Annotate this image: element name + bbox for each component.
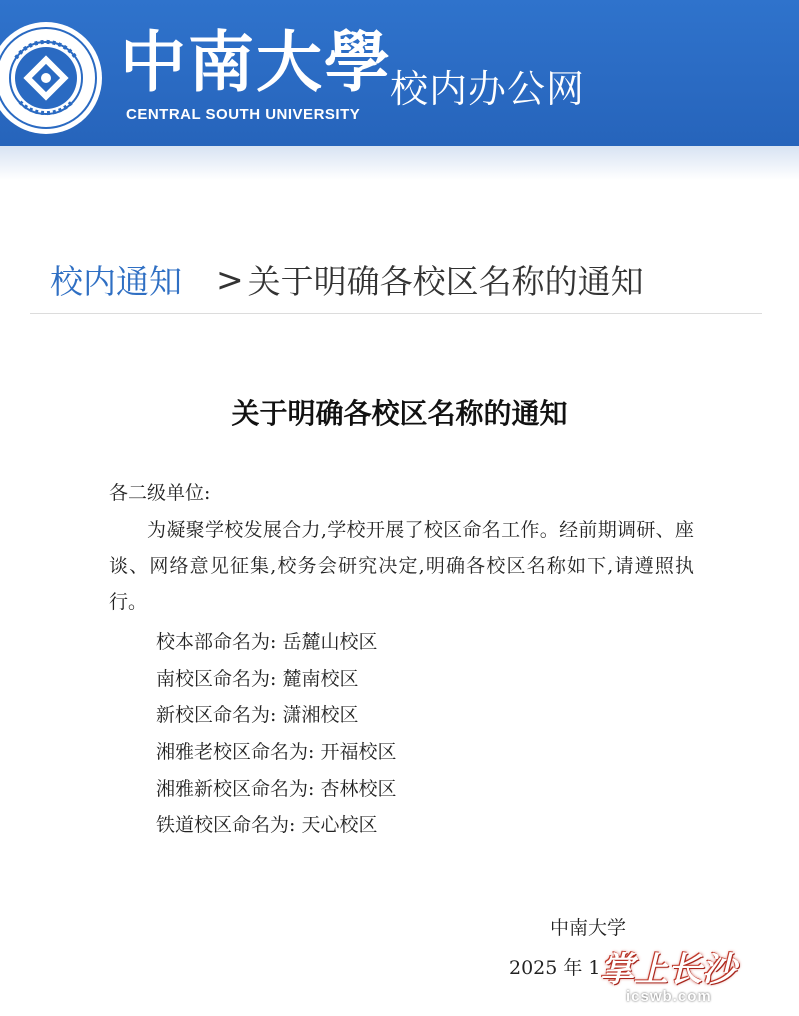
document-greeting: 各二级单位: [109, 482, 211, 504]
site-subtitle: 校内办公网 [390, 67, 586, 111]
campus-name-item: 新校区命名为: 潇湘校区 [156, 704, 359, 727]
breadcrumb-divider [30, 313, 762, 314]
university-name-english: CENTRAL SOUTH UNIVERSITY [126, 106, 361, 123]
document-signer: 中南大学 [550, 917, 627, 939]
watermark [600, 942, 780, 1012]
campus-name-item: 校本部命名为: 岳麓山校区 [156, 631, 378, 653]
campus-name-item: 湘雅新校区命名为: 杏林校区 [156, 777, 397, 800]
campus-name-item: 南校区命名为: 麓南校区 [156, 667, 359, 690]
breadcrumb-link-notices[interactable]: 校内通知 [50, 261, 182, 301]
breadcrumb [50, 254, 644, 304]
document-paragraph: 为凝聚学校发展合力,学校开展了校区命名工作。经前期调研、座谈、网络意见征集,校务会研究决定,明确各校区名称如下,请遵照执行。 [109, 519, 694, 613]
document-date: 2025 年 1 [509, 957, 601, 979]
document-title: 关于明确各校区名称的通知 [231, 397, 568, 430]
header-shadow [0, 146, 799, 180]
university-seal-icon[interactable] [0, 18, 104, 138]
watermark-brand: 掌上长沙 [600, 950, 736, 990]
campus-name-item: 铁道校区命名为: 天心校区 [156, 814, 378, 837]
watermark-domain: icswb.com [626, 988, 712, 1005]
campus-name-list [156, 624, 396, 844]
university-name-chinese[interactable]: 中南大學 [120, 23, 392, 101]
campus-name-item: 湘雅老校区命名为: 开福校区 [156, 741, 397, 764]
breadcrumb-separator: > [216, 259, 244, 299]
breadcrumb-current-page: 关于明确各校区名称的通知 [247, 261, 644, 301]
site-header [0, 0, 799, 146]
